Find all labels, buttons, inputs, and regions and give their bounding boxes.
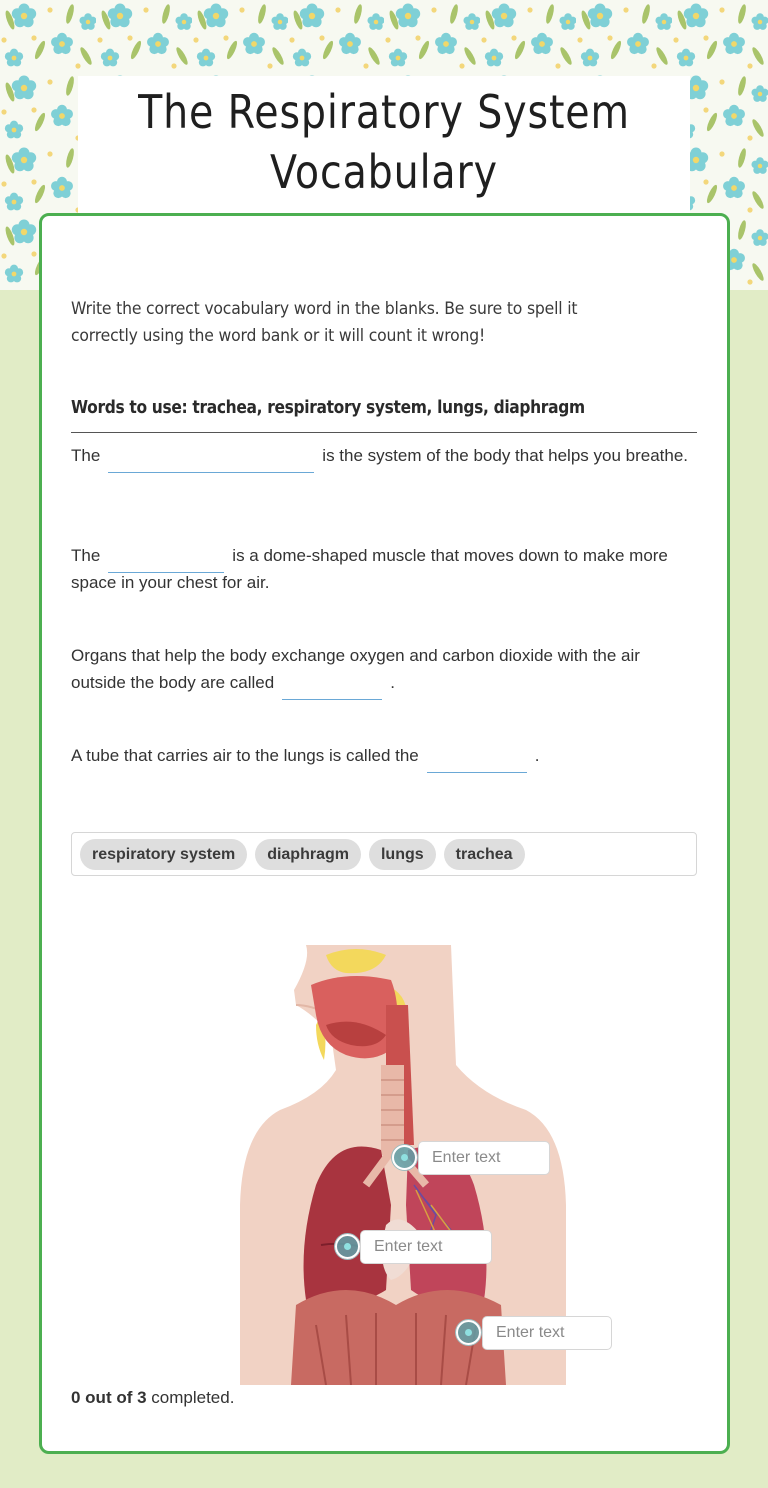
- words-to-use-heading: Words to use: trachea, respiratory system, lungs, diaphragm: [71, 397, 585, 418]
- question-1-before: The: [71, 446, 101, 465]
- question-2-after: is a dome-shaped muscle that moves down to make more space in your chest for air.: [71, 546, 668, 592]
- question-2-before: The: [71, 546, 101, 565]
- question-1: [71, 442, 691, 469]
- question-4: [71, 742, 691, 769]
- word-bank: [71, 832, 697, 876]
- hotspot-marker-3[interactable]: [456, 1320, 481, 1345]
- diagram-label-input-1[interactable]: Enter text: [418, 1141, 550, 1175]
- blank-3-dropzone[interactable]: [282, 678, 382, 700]
- respiratory-system-diagram: [236, 945, 570, 1385]
- question-3: [71, 642, 691, 696]
- progress-status: [71, 1388, 234, 1408]
- title-line-1: The Respiratory System: [138, 85, 630, 139]
- question-4-before: A tube that carries air to the lungs is called the: [71, 746, 419, 765]
- question-2: [71, 542, 691, 596]
- word-chip-respiratory-system[interactable]: respiratory system: [80, 839, 247, 870]
- page-title: [121, 82, 647, 202]
- instructions-text: Write the correct vocabulary word in the blanks. Be sure to spell it correctly using the word bank or it will count it wrong!: [71, 299, 578, 346]
- question-3-before: Organs that help the body exchange oxygen and carbon dioxide with the air outside the body are called: [71, 646, 640, 692]
- progress-count: 0 out of 3: [71, 1388, 147, 1407]
- title-line-2: Vocabulary: [270, 145, 498, 199]
- progress-suffix: completed.: [146, 1388, 235, 1407]
- question-1-after: is the system of the body that helps you breathe.: [322, 446, 689, 465]
- heading-divider: [71, 432, 697, 433]
- blank-1-dropzone[interactable]: [108, 451, 314, 473]
- diagram-label-input-2[interactable]: Enter text: [360, 1230, 492, 1264]
- hotspot-marker-1[interactable]: [392, 1145, 417, 1170]
- diagram-label-input-3[interactable]: Enter text: [482, 1316, 612, 1350]
- question-3-after: .: [390, 673, 395, 692]
- question-4-after: .: [534, 746, 540, 765]
- blank-2-dropzone[interactable]: [108, 551, 224, 573]
- blank-4-dropzone[interactable]: [427, 751, 527, 773]
- hotspot-marker-2[interactable]: [335, 1234, 360, 1259]
- word-chip-trachea[interactable]: trachea: [444, 839, 525, 870]
- word-chip-diaphragm[interactable]: diaphragm: [255, 839, 361, 870]
- word-chip-lungs[interactable]: lungs: [369, 839, 436, 870]
